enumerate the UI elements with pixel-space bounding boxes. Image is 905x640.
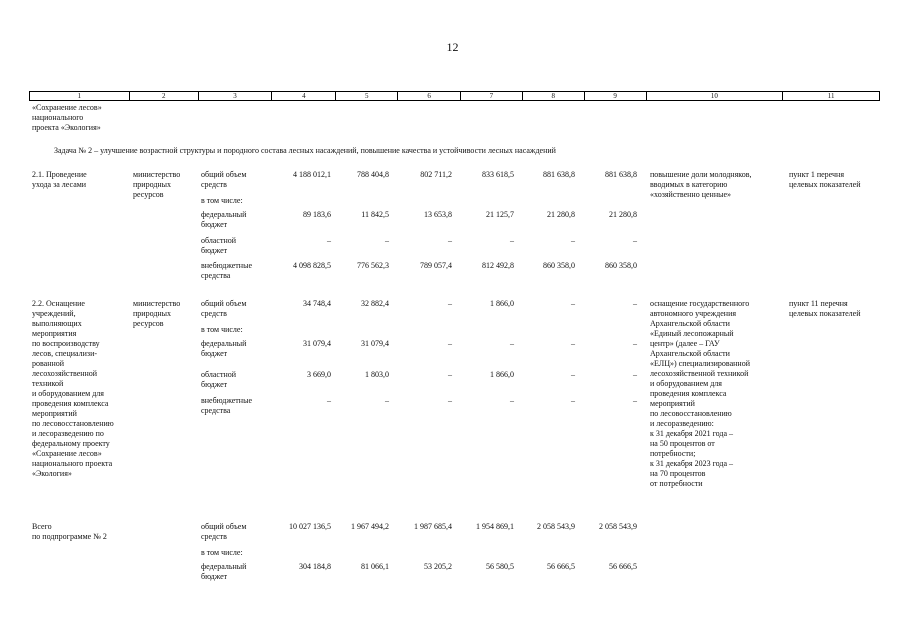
value-cell: 304 184,8 bbox=[299, 562, 331, 571]
header-cell: 8 bbox=[523, 92, 585, 100]
executor: министерство bbox=[133, 170, 181, 179]
executor: ресурсов bbox=[133, 319, 164, 328]
measure-name: рованной bbox=[32, 359, 65, 368]
funding-source-label: общий объем bbox=[201, 299, 247, 308]
expected-result: к 31 декабря 2021 года – bbox=[650, 429, 734, 438]
expected-result: центр» (далее – ГАУ bbox=[650, 339, 720, 348]
funding-source-label: в том числе: bbox=[201, 325, 243, 334]
value-cell: 789 057,4 bbox=[420, 261, 452, 270]
funding-source-label: федеральный bbox=[201, 210, 247, 219]
funding-source-label: в том числе: bbox=[201, 548, 243, 557]
funding-source-label: бюджет bbox=[201, 380, 228, 389]
value-cell: 802 711,2 bbox=[420, 170, 452, 179]
measure-name: и лесоразведению по bbox=[32, 429, 104, 438]
indicator-link: пункт 1 перечня bbox=[789, 170, 845, 179]
value-cell: – bbox=[510, 236, 514, 245]
funding-source-label: средств bbox=[201, 309, 227, 318]
header-cell: 6 bbox=[398, 92, 461, 100]
measure-name: техникой bbox=[32, 379, 64, 388]
value-cell: 1 987 685,4 bbox=[414, 522, 452, 531]
value-cell: 1 967 494,2 bbox=[351, 522, 389, 531]
measure-name: мероприятий bbox=[32, 409, 77, 418]
funding-source-label: бюджет bbox=[201, 220, 228, 229]
measure-name: федеральному проекту bbox=[32, 439, 110, 448]
value-cell: 56 666,5 bbox=[609, 562, 637, 571]
measure-name: национального проекта bbox=[32, 459, 113, 468]
value-cell: – bbox=[448, 396, 452, 405]
expected-result: от потребности bbox=[650, 479, 703, 488]
value-cell: 56 666,5 bbox=[547, 562, 575, 571]
value-cell: 812 492,8 bbox=[482, 261, 514, 270]
measure-name: лесохозяйственной bbox=[32, 369, 98, 378]
funding-source-label: средств bbox=[201, 532, 227, 541]
value-cell: – bbox=[448, 339, 452, 348]
value-cell: – bbox=[571, 299, 575, 308]
total-label: по подпрограмме № 2 bbox=[32, 532, 107, 541]
funding-source-label: федеральный bbox=[201, 562, 247, 571]
measure-name: выполняющих bbox=[32, 319, 82, 328]
value-cell: – bbox=[385, 236, 389, 245]
value-cell: – bbox=[633, 299, 637, 308]
expected-result: «ЕЛЦ») специализированной bbox=[650, 359, 750, 368]
value-cell: – bbox=[385, 396, 389, 405]
value-cell: 4 098 828,5 bbox=[293, 261, 331, 270]
value-cell: – bbox=[571, 370, 575, 379]
value-cell: 1 803,0 bbox=[365, 370, 389, 379]
value-cell: 881 638,8 bbox=[605, 170, 637, 179]
value-cell: 860 358,0 bbox=[605, 261, 637, 270]
value-cell: 2 058 543,9 bbox=[599, 522, 637, 531]
value-cell: 1 866,0 bbox=[490, 299, 514, 308]
expected-result: вводимых в категорию bbox=[650, 180, 728, 189]
expected-result: на 50 процентов от bbox=[650, 439, 715, 448]
value-cell: – bbox=[633, 370, 637, 379]
indicator-link: целевых показателей bbox=[789, 309, 861, 318]
header-cell: 10 bbox=[647, 92, 784, 100]
page-number: 12 bbox=[446, 40, 459, 54]
total-label: Всего bbox=[32, 522, 52, 531]
expected-result: мероприятий bbox=[650, 399, 695, 408]
measure-name: «Сохранение лесов» bbox=[32, 449, 102, 458]
header-cell: 7 bbox=[461, 92, 523, 100]
indicator-link: целевых показателей bbox=[789, 180, 861, 189]
value-cell: 32 882,4 bbox=[361, 299, 389, 308]
value-cell: 56 580,5 bbox=[486, 562, 514, 571]
expected-result: проведения комплекса bbox=[650, 389, 727, 398]
header-cell: 1 bbox=[30, 92, 130, 100]
value-cell: 31 079,4 bbox=[361, 339, 389, 348]
intro-text: национального bbox=[32, 113, 84, 122]
value-cell: – bbox=[633, 396, 637, 405]
expected-result: автономного учреждения bbox=[650, 309, 737, 318]
measure-name: проведения комплекса bbox=[32, 399, 109, 408]
value-cell: 13 653,8 bbox=[424, 210, 452, 219]
funding-source-label: общий объем bbox=[201, 170, 247, 179]
funding-source-label: бюджет bbox=[201, 572, 228, 581]
header-cell: 5 bbox=[336, 92, 398, 100]
value-cell: 776 562,3 bbox=[357, 261, 389, 270]
measure-name: «Экология» bbox=[32, 469, 72, 478]
measure-name: по воспроизводству bbox=[32, 339, 100, 348]
value-cell: 31 079,4 bbox=[303, 339, 331, 348]
value-cell: 833 618,5 bbox=[482, 170, 514, 179]
value-cell: 81 066,1 bbox=[361, 562, 389, 571]
expected-result: лесохозяйственной техникой bbox=[650, 369, 749, 378]
expected-result: повышение доли молодняков, bbox=[650, 170, 752, 179]
value-cell: 21 280,8 bbox=[609, 210, 637, 219]
value-cell: 2 058 543,9 bbox=[537, 522, 575, 531]
header-cell: 3 bbox=[199, 92, 273, 100]
value-cell: – bbox=[327, 396, 331, 405]
value-cell: 788 404,8 bbox=[357, 170, 389, 179]
task-heading: Задача № 2 – улучшение возрастной структуры и породного состава лесных насаждений, повышение качества и устойчивости лесных насаждений bbox=[54, 146, 556, 155]
funding-source-label: средств bbox=[201, 180, 227, 189]
expected-result: по лесовосстановлению bbox=[650, 409, 732, 418]
value-cell: – bbox=[327, 236, 331, 245]
value-cell: – bbox=[448, 236, 452, 245]
funding-source-label: федеральный bbox=[201, 339, 247, 348]
expected-result: «хозяйственно ценные» bbox=[650, 190, 732, 199]
value-cell: 1 866,0 bbox=[490, 370, 514, 379]
header-cell: 11 bbox=[827, 92, 835, 100]
indicator-link: пункт 11 перечня bbox=[789, 299, 848, 308]
value-cell: 1 954 869,1 bbox=[476, 522, 514, 531]
funding-source-label: внебюджетные bbox=[201, 396, 252, 405]
value-cell: – bbox=[571, 396, 575, 405]
measure-name: и оборудованием для bbox=[32, 389, 104, 398]
measure-name: 2.2. Оснащение bbox=[32, 299, 85, 308]
executor: министерство bbox=[133, 299, 181, 308]
intro-text: проекта «Экология» bbox=[32, 123, 101, 132]
measure-name: мероприятия bbox=[32, 329, 77, 338]
header-cell: 9 bbox=[585, 92, 647, 100]
value-cell: 3 669,0 bbox=[307, 370, 331, 379]
value-cell: – bbox=[571, 236, 575, 245]
executor: природных bbox=[133, 180, 172, 189]
funding-source-label: областной bbox=[201, 236, 237, 245]
value-cell: – bbox=[633, 236, 637, 245]
value-cell: – bbox=[448, 299, 452, 308]
funding-source-label: в том числе: bbox=[201, 196, 243, 205]
funding-source-label: бюджет bbox=[201, 349, 228, 358]
expected-result: «Единый лесопожарный bbox=[650, 329, 734, 338]
measure-name: по лесовосстановлению bbox=[32, 419, 114, 428]
value-cell: – bbox=[633, 339, 637, 348]
value-cell: 34 748,4 bbox=[303, 299, 331, 308]
measure-name: 2.1. Проведение bbox=[32, 170, 87, 179]
funding-source-label: средства bbox=[201, 271, 231, 280]
expected-result: и лесоразведению: bbox=[650, 419, 714, 428]
column-number-header bbox=[29, 91, 880, 101]
value-cell: 4 188 012,1 bbox=[293, 170, 331, 179]
funding-source-label: общий объем bbox=[201, 522, 247, 531]
measure-name: учреждений, bbox=[32, 309, 76, 318]
value-cell: – bbox=[571, 339, 575, 348]
funding-source-label: областной bbox=[201, 370, 237, 379]
measure-name: лесов, специализи- bbox=[32, 349, 98, 358]
value-cell: 881 638,8 bbox=[543, 170, 575, 179]
value-cell: 89 183,6 bbox=[303, 210, 331, 219]
value-cell: 21 280,8 bbox=[547, 210, 575, 219]
expected-result: Архангельской области bbox=[650, 349, 730, 358]
funding-source-label: внебюджетные bbox=[201, 261, 252, 270]
header-cell: 2 bbox=[130, 92, 199, 100]
measure-name: ухода за лесами bbox=[32, 180, 87, 189]
value-cell: – bbox=[510, 339, 514, 348]
value-cell: 11 842,5 bbox=[361, 210, 389, 219]
expected-result: Архангельской области bbox=[650, 319, 730, 328]
expected-result: на 70 процентов bbox=[650, 469, 706, 478]
expected-result: потребности; bbox=[650, 449, 696, 458]
expected-result: оснащение государственного bbox=[650, 299, 750, 308]
value-cell: 53 205,2 bbox=[424, 562, 452, 571]
executor: ресурсов bbox=[133, 190, 164, 199]
funding-source-label: бюджет bbox=[201, 246, 228, 255]
value-cell: – bbox=[510, 396, 514, 405]
expected-result: и оборудованием для bbox=[650, 379, 722, 388]
expected-result: к 31 декабря 2023 года – bbox=[650, 459, 734, 468]
value-cell: 10 027 136,5 bbox=[289, 522, 331, 531]
funding-source-label: средства bbox=[201, 406, 231, 415]
header-cell: 4 bbox=[272, 92, 336, 100]
value-cell: – bbox=[448, 370, 452, 379]
executor: природных bbox=[133, 309, 172, 318]
value-cell: 21 125,7 bbox=[486, 210, 514, 219]
value-cell: 860 358,0 bbox=[543, 261, 575, 270]
intro-text: «Сохранение лесов» bbox=[32, 103, 102, 112]
